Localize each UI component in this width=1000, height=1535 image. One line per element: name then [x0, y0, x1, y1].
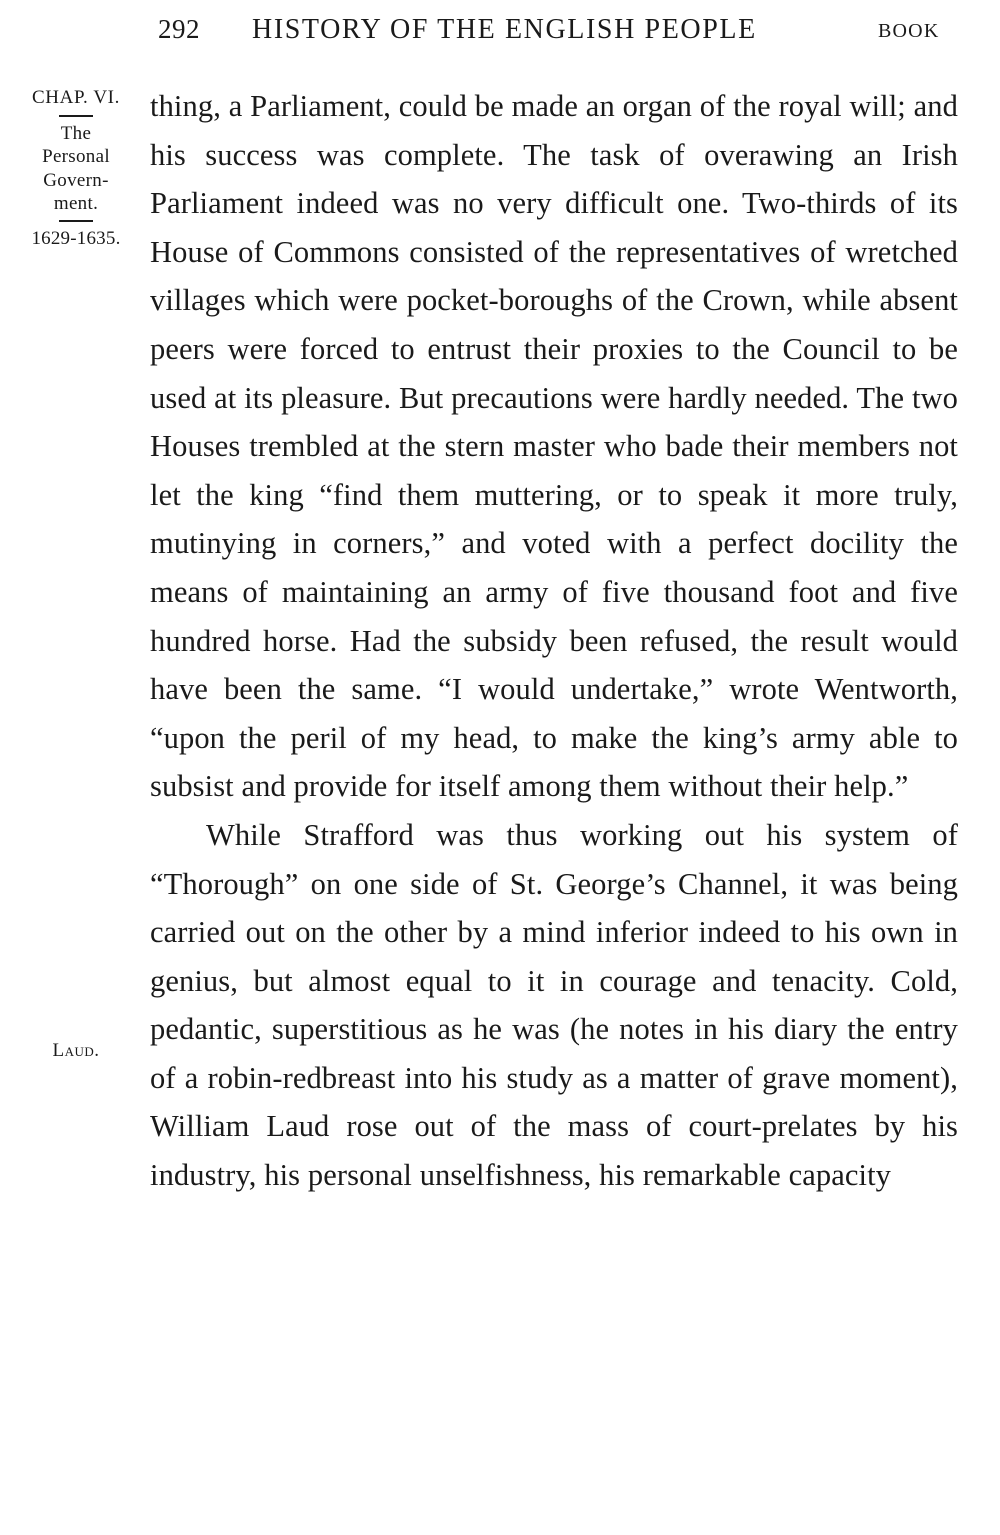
running-head-book-label: BOOK [878, 20, 940, 42]
paragraph: While Strafford was thus working out his system of “Thorough” on one side of St. George’s Channel, it was being carried out on the other by a mind inferior indeed to his own in genius, but almost equal to it in courage and tenacity. Cold, pedantic, superstitious as he was (he notes in his diary the entry of a robin-redbreast into his study as a matter of grave moment), William Laud rose out of the mass of court-prelates by his industry, his personal unselfishness, his remarkable capacity [150, 817, 958, 1193]
margin-note-title-line-3: Govern- [43, 169, 109, 191]
body-text-column [150, 82, 958, 1200]
margin-note-chapter-label: CHAP. VI. [32, 87, 120, 108]
page-number: 292 [158, 14, 200, 44]
margin-rule-bottom [59, 220, 93, 222]
margin-note-title [12, 122, 140, 215]
margin-note-years: 1629-1635. [31, 228, 121, 249]
margin-note-chapter [12, 86, 140, 251]
margin-note-title-line-1: The [60, 123, 92, 145]
margin-note-title-line-2: Personal [42, 146, 110, 168]
running-head [0, 14, 1000, 60]
running-head-title: HISTORY OF THE ENGLISH PEOPLE [252, 14, 757, 45]
margin-note-body [12, 86, 140, 251]
margin-rule-top [59, 115, 93, 117]
margin-note-laud: Laud. [52, 1040, 100, 1061]
paragraph: thing, a Parliament, could be made an organ of the royal will; and his success was complete. The task of overawing an Irish Parliament indeed was no very difficult one. Two-thirds of its House of Commons consisted of the representatives of wretched villages which were pocket-boroughs of the Crown, while absent peers were forced to entrust their proxies to the Council to be used at its pleasure. But precautions were hardly needed. The two Houses trembled at the stern master who bade their members not let the king “find them muttering, or to speak it more truly, mutinying in corners,” and voted with a perfect docility the means of maintaining an army of five thousand foot and five hundred horse. Had the subsidy been refused, the result would have been the same. “I would undertake,” wrote Wentworth, “upon the peril of my head, to make the king’s army able to subsist and provide for itself among them without their help.” [150, 89, 958, 804]
margin-note-title-line-4: ment. [53, 192, 99, 214]
